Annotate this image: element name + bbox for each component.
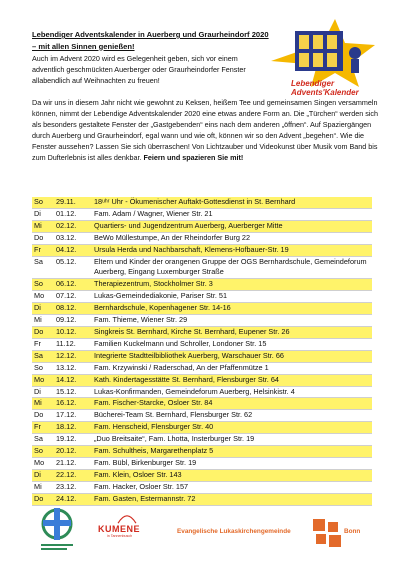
calendar-entry: Bücherei-Team St. Bernhard, Flensburger Str. 62 (92, 410, 372, 422)
calendar-day: So (32, 362, 54, 374)
calendar-row (32, 208, 372, 220)
calendar-date: 13.12. (54, 362, 92, 374)
page-title: Lebendiger Adventskalender in Auerberg und Graurheindorf 2020 – mit allen Sinnen genießen! (32, 30, 269, 51)
calendar-day: So (32, 446, 54, 458)
calendar-date: 21.12. (54, 457, 92, 469)
calendar-day: So (32, 279, 54, 291)
adventskalender-logo (265, 17, 377, 109)
calendar-row (32, 422, 372, 434)
calendar-entry: Therapiezentrum, Stockholmer Str. 3 (92, 279, 372, 291)
calendar-row (32, 457, 372, 469)
calendar-row (32, 481, 372, 493)
calendar-date: 08.12. (54, 303, 92, 315)
calendar-entry: Eltern und Kinder der orangenen Gruppe der OGS Bernhardschule, Gemeindeforum Auerberg, Eingang Luxemburger Straße (92, 256, 372, 279)
calendar-day: Mo (32, 291, 54, 303)
calendar-day: Fr (32, 422, 54, 434)
calendar-row (32, 197, 372, 208)
calendar-day: Di (32, 469, 54, 481)
calendar-day: Do (32, 326, 54, 338)
calendar-date: 06.12. (54, 279, 92, 291)
calendar-date: 09.12. (54, 315, 92, 327)
calendar-day: Mi (32, 398, 54, 410)
calendar-day: Mi (32, 481, 54, 493)
calendar-day: Mi (32, 315, 54, 327)
calendar-row (32, 398, 372, 410)
arc-icon (98, 510, 156, 524)
calendar-row (32, 315, 372, 327)
calendar-row (32, 326, 372, 338)
lukas-logo (313, 519, 341, 547)
calendar-entry: Fam. Schultheis, Margarethenplatz 5 (92, 446, 372, 458)
calendar-entry: Kath. Kindertagesstätte St. Bernhard, Flensburger Str. 64 (92, 374, 372, 386)
calendar-row (32, 493, 372, 505)
calendar-day: Sa (32, 256, 54, 279)
calendar-table (32, 197, 372, 506)
calendar-entry: Fam. Henscheid, Flensburger Str. 40 (92, 422, 372, 434)
calendar-row (32, 256, 372, 279)
calendar-row (32, 291, 372, 303)
bonn-label: Bonn (344, 528, 361, 535)
calendar-row (32, 410, 372, 422)
calendar-row (32, 279, 372, 291)
logo-line1: Lebendiger (291, 79, 335, 88)
calendar-entry: Fam. Fischer-Starcke, Osloer Str. 84 (92, 398, 372, 410)
calendar-row (32, 303, 372, 315)
kumene-text: KUMENE (98, 524, 141, 534)
intro-closing: Feiern und spazieren Sie mit! (143, 152, 244, 162)
calendar-day: Mo (32, 374, 54, 386)
calendar-entry: Fam. Hacker, Osloer Str. 157 (92, 481, 372, 493)
calendar-row (32, 220, 372, 232)
cross-icon (37, 504, 77, 552)
calendar-date: 23.12. (54, 481, 92, 493)
calendar-entry: Familien Kuckelmann und Schroller, Londoner Str. 15 (92, 338, 372, 350)
calendar-entry: Lukas-Gemeindediakonie, Pariser Str. 51 (92, 291, 372, 303)
logo-line2: Advents'Kalender (291, 88, 359, 97)
calendar-day: Di (32, 303, 54, 315)
kumene-sub: in Tannenbusch (107, 534, 133, 538)
calendar-date: 22.12. (54, 469, 92, 481)
calendar-entry: BeWo Müllestumpe, An der Rheindorfer Burg 22 (92, 232, 372, 244)
calendar-date: 05.12. (54, 256, 92, 279)
calendar-day: Do (32, 232, 54, 244)
calendar-entry: Ursula Herda und Nachbarschaft, Klemens-Hofbauer-Str. 19 (92, 244, 372, 256)
calendar-day: Fr (32, 244, 54, 256)
calendar-row (32, 446, 372, 458)
calendar-entry: Fam. Adam / Wagner, Wiener Str. 21 (92, 208, 372, 220)
calendar-entry: Fam. Gasten, Estermannstr. 72 (92, 493, 372, 505)
calendar-entry: Bernhardschule, Kopenhagener Str. 14-16 (92, 303, 372, 315)
ecumenical-logo (37, 504, 77, 552)
calendar-row (32, 386, 372, 398)
calendar-entry: Integrierte Stadtteilbibliothek Auerberg, Warschauer Str. 66 (92, 350, 372, 362)
calendar-date: 01.12. (54, 208, 92, 220)
calendar-entry: Quartiers- und Jugendzentrum Auerberg, Auerberger Mitte (92, 220, 372, 232)
calendar-date: 29.11. (54, 197, 92, 208)
calendar-day: So (32, 197, 54, 208)
calendar-entry: Fam. Klein, Osloer Str. 143 (92, 469, 372, 481)
calendar-date: 04.12. (54, 244, 92, 256)
calendar-date: 19.12. (54, 434, 92, 446)
calendar-row (32, 350, 372, 362)
calendar-row (32, 244, 372, 256)
calendar-day: Mo (32, 457, 54, 469)
lukas-name: Evangelische Lukaskirchengemeinde (177, 528, 291, 535)
calendar-day: Di (32, 208, 54, 220)
calendar-entry: Lukas-Konfirmanden, Gemeindeforum Auerberg, Helsinkistr. 4 (92, 386, 372, 398)
calendar-date: 15.12. (54, 386, 92, 398)
calendar-row (32, 374, 372, 386)
calendar-date: 17.12. (54, 410, 92, 422)
calendar-date: 20.12. (54, 446, 92, 458)
calendar-date: 24.12. (54, 493, 92, 505)
calendar-entry: 18ᵘʰʳ Uhr - Ökumenischer Auftakt-Gottesdienst in St. Bernhard (92, 197, 372, 208)
calendar-date: 18.12. (54, 422, 92, 434)
calendar-day: Fr (32, 338, 54, 350)
calendar-day: Do (32, 493, 54, 505)
calendar-row (32, 434, 372, 446)
calendar-date: 10.12. (54, 326, 92, 338)
calendar-row (32, 338, 372, 350)
calendar-entry: Fam. Thieme, Wiener Str. 29 (92, 315, 372, 327)
calendar-date: 02.12. (54, 220, 92, 232)
calendar-entry: Fam. Krzywinski / Raderschad, An der Pfaffenmütze 1 (92, 362, 372, 374)
calendar-date: 12.12. (54, 350, 92, 362)
calendar-row (32, 469, 372, 481)
intro-text-top: Auch im Advent 2020 wird es Gelegenheit geben, sich vor einem adventlich geschmückten Auerberger oder Graurheindorfer Fenster allabendlich auf Weihnachten zu freuen! (32, 54, 246, 85)
calendar-day: Mi (32, 220, 54, 232)
lukas-cross-icon (313, 519, 341, 547)
calendar-day: Do (32, 410, 54, 422)
calendar-row (32, 232, 372, 244)
calendar-entry: Fam. Bübl, Birkenburger Str. 19 (92, 457, 372, 469)
intro-paragraph: Da wir uns in diesem Jahr nicht wie gewohnt zu Keksen, heißem Tee und gemeinsamen Singen versammeln können, nimmt der Lebendige Adventskalender 2020 eine etwas andere Form an. Die „Türchen“ werden sich als besonders gestaltete Fenster der „Gastgebenden“ eins nach dem anderen „öffnen“. Auf Spaziergängen durch Auerberg und Graurheindorf, egal wann und wie oft, können wir so den Advent „begehen“. Wie die Fenster aussehen? Lassen Sie sich überraschen! Von Lichtzauber und Videokunst über Musik vom Band bis zum Dufterlebnis ist alles denkbar. (32, 98, 378, 162)
calendar-entry: Singkreis St. Bernhard, Kirche St. Bernhard, Eupener Str. 26 (92, 326, 372, 338)
calendar-date: 14.12. (54, 374, 92, 386)
calendar-day: Sa (32, 350, 54, 362)
calendar-day: Di (32, 386, 54, 398)
calendar-date: 16.12. (54, 398, 92, 410)
calendar-row (32, 362, 372, 374)
calendar-day: Sa (32, 434, 54, 446)
calendar-date: 11.12. (54, 338, 92, 350)
calendar-date: 03.12. (54, 232, 92, 244)
kumene-logo (98, 510, 156, 546)
calendar-date: 07.12. (54, 291, 92, 303)
calendar-entry: „Duo Breitsaite“, Fam. Lhotta, Insterburger Str. 19 (92, 434, 372, 446)
